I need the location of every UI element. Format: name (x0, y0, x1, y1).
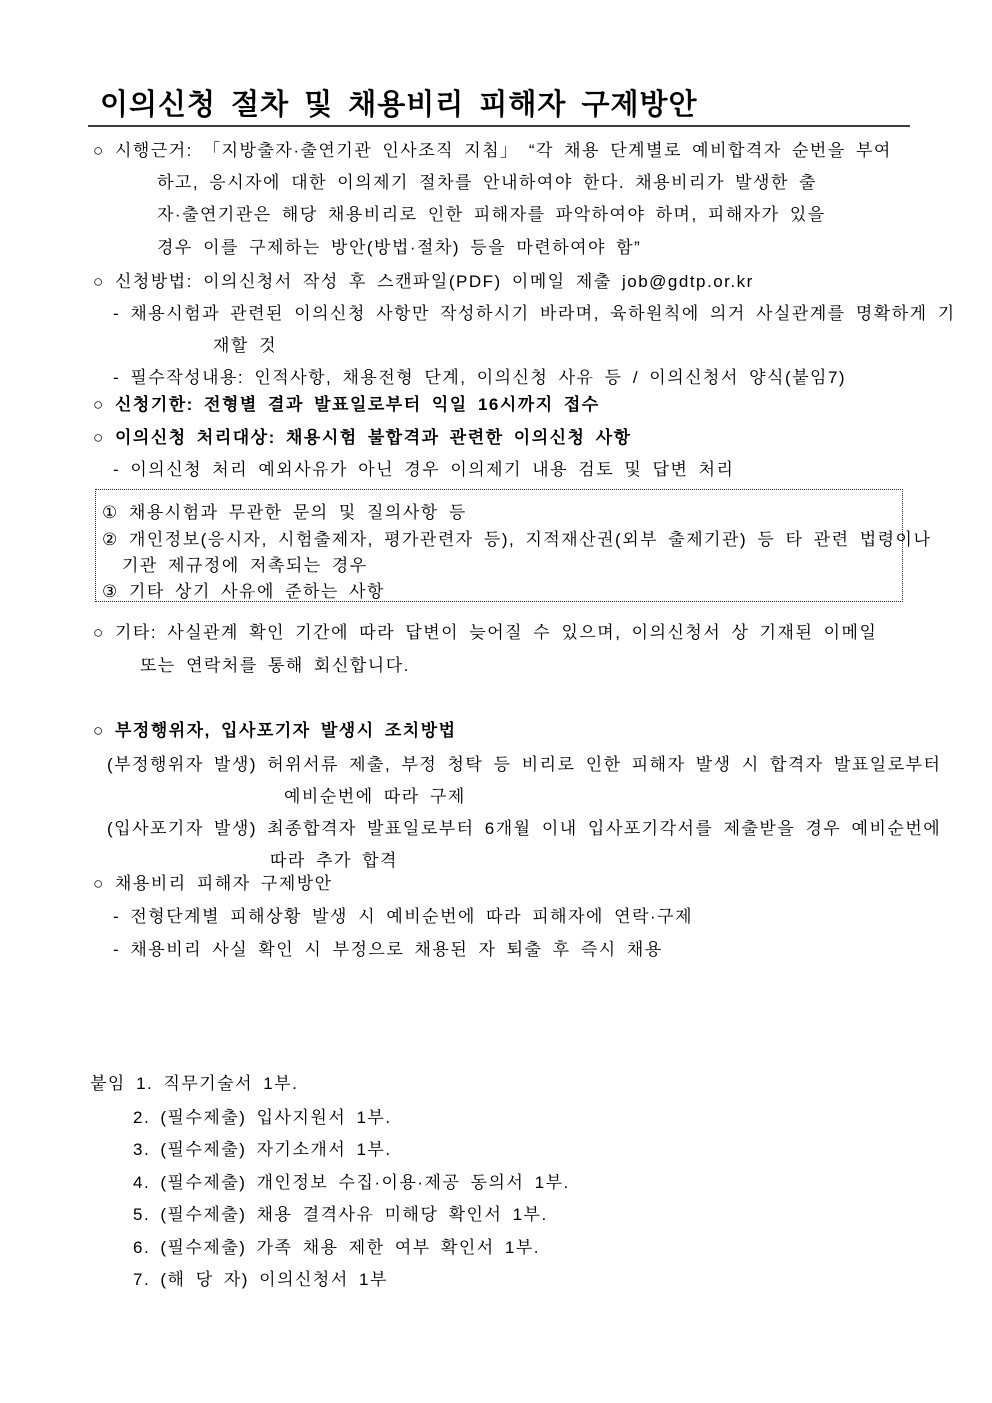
line-remedy-1: - 전형단계별 피해상황 발생 시 예비순번에 따라 피해자에 연락·구제 (113, 907, 694, 926)
page-title: 이의신청 절차 및 채용비리 피해자 구제방안 (100, 89, 698, 121)
line-basis-2: 하고, 응시자에 대한 이의제기 절차를 안내하여야 한다. 채용비리가 발생한 출 (157, 173, 818, 192)
attachment-4: 4. (필수제출) 개인정보 수집·이용·제공 동의서 1부. (133, 1173, 570, 1192)
line-deadline: ○ 신청기한: 전형별 결과 발표일로부터 익일 16시까지 접수 (93, 395, 600, 414)
line-etc-1: ○ 기타: 사실관계 확인 기간에 따라 답변이 늦어질 수 있으며, 이의신청서 상 기재된 이메일 (93, 623, 878, 642)
line-etc-2: 또는 연락처를 통해 회신합니다. (140, 656, 410, 675)
line-basis-4: 경우 이를 구제하는 방안(방법·절차) 등을 마련하여야 함” (157, 238, 642, 257)
line-measures-renouncer-1: (입사포기자 발생) 최종합격자 발표일로부터 6개월 이내 입사포기각서를 제출받을 경우 예비순번에 (107, 819, 942, 838)
line-basis-1: ○ 시행근거: 「지방출자·출연기관 인사조직 지침」 “각 채용 단계별로 예비합격자 순번을 부여 (93, 141, 892, 160)
line-basis-3: 자·출연기관은 해당 채용비리로 인한 피해자를 파악하여야 하며, 피해자가 있을 (157, 205, 826, 224)
line-method: ○ 신청방법: 이의신청서 작성 후 스캔파일(PDF) 이메일 제출 job@gdtp.or.kr (93, 272, 754, 291)
box-item-2b: 기관 제규정에 저촉되는 경우 (122, 556, 368, 575)
attachment-5: 5. (필수제출) 채용 결격사유 미해당 확인서 1부. (133, 1205, 548, 1224)
line-measures-renouncer-2: 따라 추가 합격 (270, 851, 398, 870)
attachment-2: 2. (필수제출) 입사지원서 1부. (133, 1108, 392, 1127)
box-item-3: ③ 기타 상기 사유에 준하는 사항 (102, 582, 385, 601)
box-item-2a: ② 개인정보(응시자, 시험출제자, 평가관련자 등), 지적재산권(외부 출제기관) 등 타 관련 법령이나 (102, 530, 932, 549)
line-target: ○ 이의신청 처리대상: 채용시험 불합격과 관련한 이의신청 사항 (93, 428, 632, 447)
attachment-3: 3. (필수제출) 자기소개서 1부. (133, 1140, 392, 1159)
line-method-note-1a: - 채용시험과 관련된 이의신청 사항만 작성하시기 바라며, 육하원칙에 의거 사실관계를 명확하게 기 (113, 304, 956, 323)
line-measures-cheater-1: (부정행위자 발생) 허위서류 제출, 부정 청탁 등 비리로 인한 피해자 발생 시 합격자 발표일로부터 (107, 755, 942, 774)
box-item-1: ① 채용시험과 무관한 문의 및 질의사항 등 (102, 503, 467, 522)
attachment-6: 6. (필수제출) 가족 채용 제한 여부 확인서 1부. (133, 1238, 540, 1257)
line-method-note-2: - 필수작성내용: 인적사항, 채용전형 단계, 이의신청 사유 등 / 이의신청서 양식(붙임7) (113, 368, 847, 387)
title-underline (88, 125, 910, 127)
line-target-note: - 이의신청 처리 예외사유가 아닌 경우 이의제기 내용 검토 및 답변 처리 (113, 460, 735, 479)
attachment-7: 7. (해 당 자) 이의신청서 1부 (133, 1270, 388, 1289)
line-method-note-1b: 재할 것 (213, 336, 277, 355)
line-measures-heading: ○ 부정행위자, 입사포기자 발생시 조치방법 (93, 721, 457, 740)
line-remedy-heading: ○ 채용비리 피해자 구제방안 (93, 874, 333, 893)
line-measures-cheater-2: 예비순번에 따라 구제 (284, 787, 466, 806)
attachment-1: 붙임 1. 직무기술서 1부. (90, 1074, 299, 1093)
line-remedy-2: - 채용비리 사실 확인 시 부정으로 채용된 자 퇴출 후 즉시 채용 (113, 940, 663, 959)
